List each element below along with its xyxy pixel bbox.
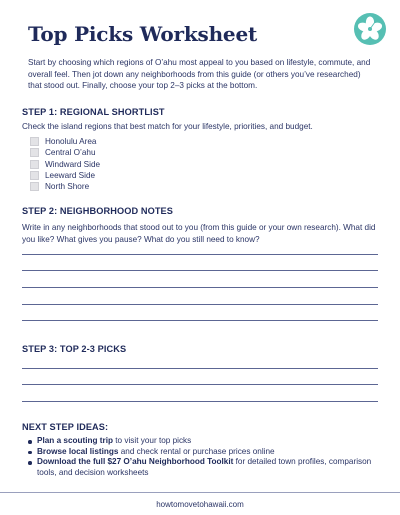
checkbox[interactable]: [30, 171, 39, 180]
step1-heading: STEP 1: REGIONAL SHORTLIST: [22, 107, 165, 117]
region-option[interactable]: [30, 136, 100, 147]
region-option[interactable]: [30, 147, 100, 158]
intro-text: Start by choosing which regions of O’ahu most appeal to you based on lifestyle, commute, and overall feel. Then jot down any neighborhoods from this guide (or others you’ve researched) that stood out. Finally, choose your top 2–3 picks at the bottom.: [28, 58, 371, 90]
footer-url[interactable]: howtomovetohawaii.com: [156, 500, 244, 509]
list-item: [27, 447, 377, 458]
list-item: [27, 457, 377, 478]
region-checklist: [30, 136, 100, 192]
writing-line[interactable]: [22, 304, 378, 305]
checkbox[interactable]: [30, 160, 39, 169]
next-steps-heading: NEXT STEP IDEAS:: [22, 422, 109, 432]
item-text: and check rental or purchase prices online: [118, 446, 275, 456]
checkbox[interactable]: [30, 137, 39, 146]
item-emphasis: Browse local listings: [37, 446, 119, 456]
checkbox[interactable]: [30, 182, 39, 191]
writing-line[interactable]: [22, 384, 378, 385]
region-option[interactable]: [30, 170, 100, 181]
writing-line[interactable]: [22, 368, 378, 369]
writing-line[interactable]: [22, 320, 378, 321]
writing-line[interactable]: [22, 401, 378, 402]
region-label: Windward Side: [45, 159, 101, 169]
checkbox[interactable]: [30, 148, 39, 157]
list-item: [27, 436, 377, 447]
item-text: to visit your top picks: [112, 436, 192, 445]
logo: [354, 13, 386, 45]
region-label: Leeward Side: [45, 171, 96, 181]
hibiscus-flower-icon: [354, 13, 386, 45]
writing-line[interactable]: [22, 287, 378, 288]
writing-line[interactable]: [22, 254, 378, 255]
region-option[interactable]: [30, 159, 100, 170]
region-label: Central O’ahu: [45, 148, 96, 158]
next-steps-list: [27, 436, 377, 478]
page-title: Top Picks Worksheet: [28, 22, 258, 46]
footer-divider: [0, 492, 400, 493]
item-emphasis: Download the full $27 O’ahu Neighborhood Toolkit: [37, 457, 234, 467]
item-text: for detailed town profiles, comparison tools, and decision worksheets: [37, 457, 372, 477]
step2-heading: STEP 2: NEIGHBORHOOD NOTES: [22, 206, 173, 216]
region-label: Honolulu Area: [45, 137, 97, 147]
step3-heading: STEP 3: TOP 2-3 PICKS: [22, 344, 127, 354]
step1-text: Check the island regions that best match for your lifestyle, priorities, and budget.: [22, 122, 313, 131]
item-emphasis: Plan a scouting trip: [37, 436, 113, 445]
region-label: North Shore: [45, 182, 90, 192]
writing-line[interactable]: [22, 270, 378, 271]
step2-text: Write in any neighborhoods that stood out to you (from this guide or your own research). What did you like? What gives you pause? What do you still need to know?: [22, 223, 376, 244]
region-option[interactable]: [30, 181, 100, 192]
